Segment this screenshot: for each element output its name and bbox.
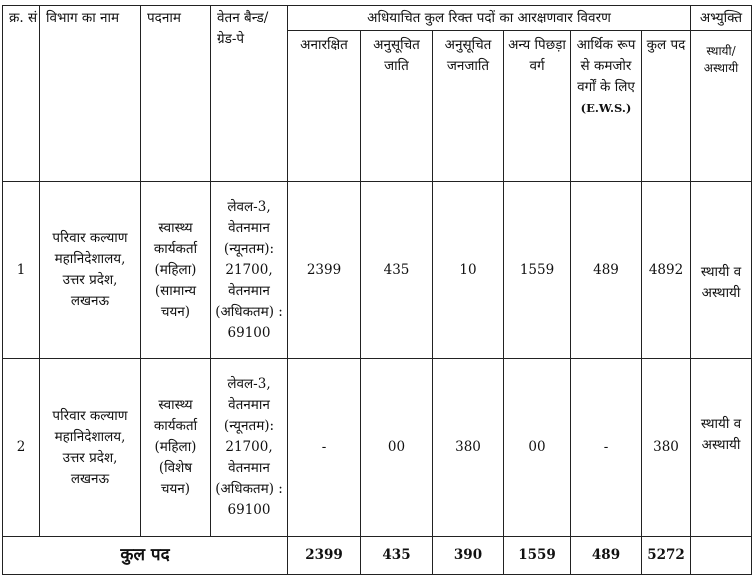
header-ews-label: आर्थिक रूप से कमजोर वर्गों के लिए [576,37,636,95]
row-post: स्वास्थ्य कार्यकर्ता (महिला) (विशेष चयन) [141,359,211,537]
row-sc: 00 [361,359,433,537]
totals-label: कुल पद [3,537,288,575]
row-ews: 489 [571,182,642,359]
header-sno: क्र. सं [3,6,40,182]
totals-ews: 489 [571,537,642,575]
header-group: अधियाचित कुल रिक्त पदों का आरक्षणवार विवरण [288,6,691,31]
row-sno: 1 [3,182,40,359]
header-remarks: अभ्युक्ति [691,6,752,31]
row-st: 10 [433,182,504,359]
header-department: विभाग का नाम [40,6,141,182]
header-post: पदनाम [141,6,211,182]
row-total: 4892 [642,182,691,359]
row-pay: लेवल-3, वेतनमान (न्यूनतम): 21700, वेतनमान (अधिकतम) : 69100 [211,182,288,359]
header-st: अनुसूचित जनजाति [433,31,504,182]
totals-sc: 435 [361,537,433,575]
row-pay: लेवल-3, वेतनमान (न्यूनतम): 21700, वेतनमान (अधिकतम) : 69100 [211,359,288,537]
totals-obc: 1559 [504,537,571,575]
header-row-1 [3,6,752,31]
table-row [3,359,752,537]
vacancy-table [2,5,752,575]
table-row [3,182,752,359]
header-ews-abbr: (E.W.S.) [580,101,632,115]
totals-total: 5272 [642,537,691,575]
row-st: 380 [433,359,504,537]
row-post: स्वास्थ्य कार्यकर्ता (महिला) (सामान्य चयन) [141,182,211,359]
totals-remarks-empty [691,537,752,575]
row-department: परिवार कल्याण महानिदेशालय, उत्तर प्रदेश, लखनऊ [40,359,141,537]
row-unreserved: 2399 [288,182,361,359]
row-sc: 435 [361,182,433,359]
row-unreserved: - [288,359,361,537]
row-obc: 1559 [504,182,571,359]
totals-st: 390 [433,537,504,575]
totals-row [3,537,752,575]
header-total: कुल पद [642,31,691,182]
row-obc: 00 [504,359,571,537]
header-remarks-sub: स्थायी/ अस्थायी [691,31,752,182]
header-pay: वेतन बैन्ड/ ग्रेड-पे [211,6,288,182]
header-unreserved: अनारक्षित [288,31,361,182]
row-ews: - [571,359,642,537]
row-remarks: स्थायी व अस्थायी [691,359,752,537]
header-obc: अन्य पिछड़ा वर्ग [504,31,571,182]
header-sc: अनुसूचित जाति [361,31,433,182]
totals-unreserved: 2399 [288,537,361,575]
header-ews [571,31,642,182]
row-department: परिवार कल्याण महानिदेशालय, उत्तर प्रदेश, लखनऊ [40,182,141,359]
row-sno: 2 [3,359,40,537]
row-total: 380 [642,359,691,537]
row-remarks: स्थायी व अस्थायी [691,182,752,359]
